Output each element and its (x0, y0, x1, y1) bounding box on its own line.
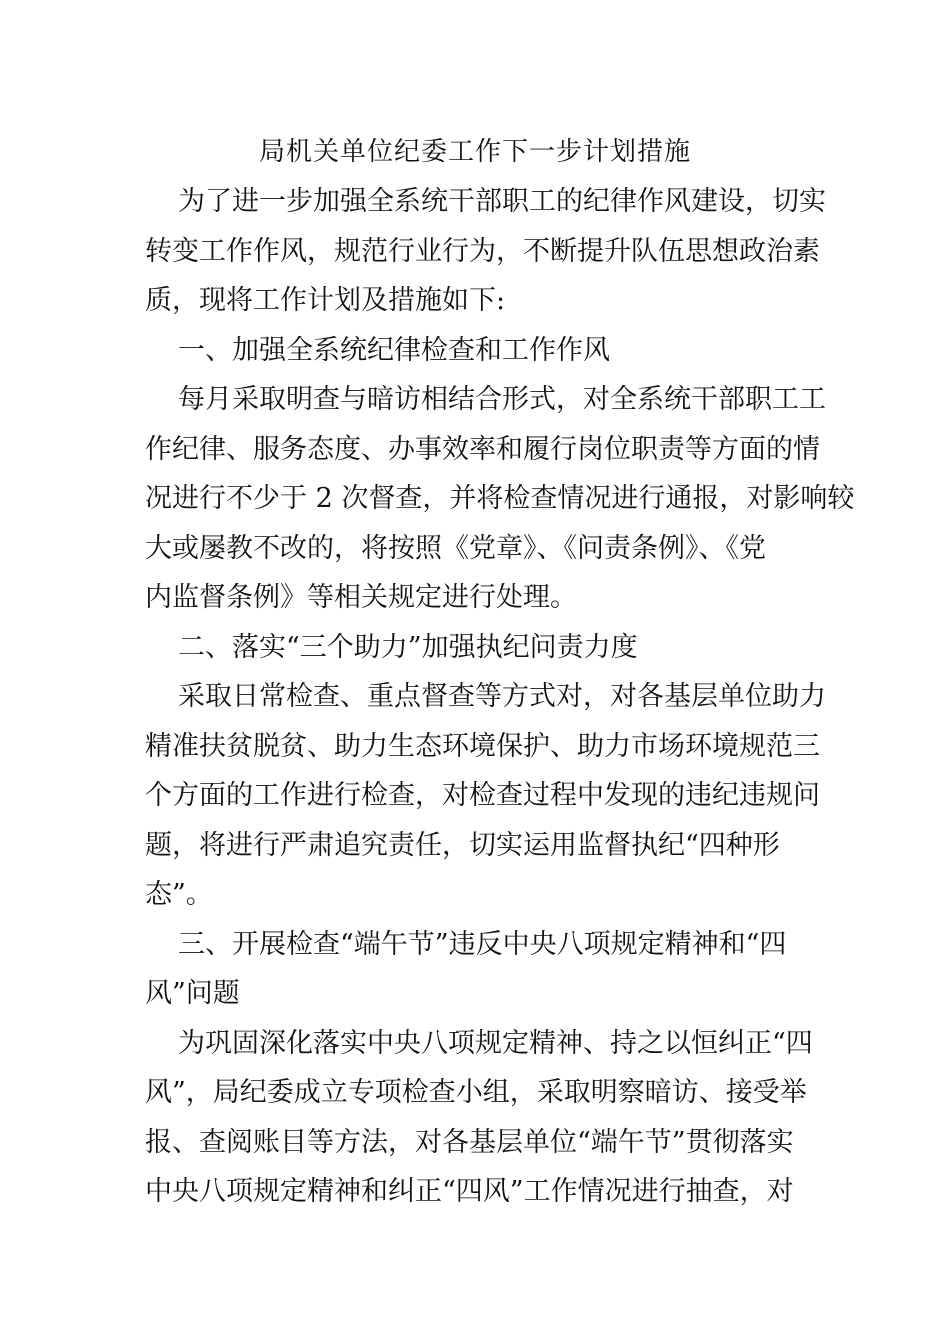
text-line: 题，将进行严肃追究责任，切实运用监督执纪“四种形 (145, 830, 780, 861)
text-line: 况进行不少于 2 次督查，并将检查情况进行通报，对影响较 (145, 483, 855, 514)
text-line: 每月采取明查与暗访相结合形式，对全系统干部职工工 (178, 384, 826, 415)
text-line: 为巩固深化落实中央八项规定精神、持之以恒纠正“四 (178, 1028, 813, 1059)
document-title: 局机关单位纪委工作下一步计划措施 (258, 137, 691, 167)
text-line: 大或屡教不改的，将按照《党章》、《问责条例》、《党 (145, 533, 766, 564)
text-line: 内监督条例》等相关规定进行处理。 (145, 582, 577, 613)
text-line: 个方面的工作进行检查，对检查过程中发现的违纪违规问 (145, 780, 820, 811)
text-line: 为了进一步加强全系统干部职工的纪律作风建设，切实 (178, 186, 826, 217)
text-line: 中央八项规定精神和纠正“四风”工作情况进行抽查，对 (145, 1176, 794, 1207)
text-line: 转变工作作风，规范行业行为，不断提升队伍思想政治素 (145, 236, 820, 267)
section-heading: 三、开展检查“端午节”违反中央八项规定精神和“四 (178, 929, 787, 960)
text-line: 采取日常检查、重点督查等方式对，对各基层单位助力 (178, 681, 826, 712)
text-line: 质，现将工作计划及措施如下: (145, 285, 506, 316)
text-line: 精准扶贫脱贫、助力生态环境保护、助力市场环境规范三 (145, 731, 820, 762)
text-line: 态”。 (145, 879, 213, 910)
text-line: 报、查阅账目等方法，对各基层单位“端午节”贯彻落实 (145, 1127, 794, 1158)
section-heading: 一、加强全系统纪律检查和工作作风 (178, 335, 610, 366)
section-heading: 二、落实“三个助力”加强执纪问责力度 (178, 632, 638, 663)
text-line: 作纪律、服务态度、办事效率和履行岗位职责等方面的情 (145, 434, 820, 465)
section-heading: 风”问题 (145, 978, 240, 1009)
text-line: 风”，局纪委成立专项检查小组，采取明察暗访、接受举 (145, 1077, 807, 1108)
